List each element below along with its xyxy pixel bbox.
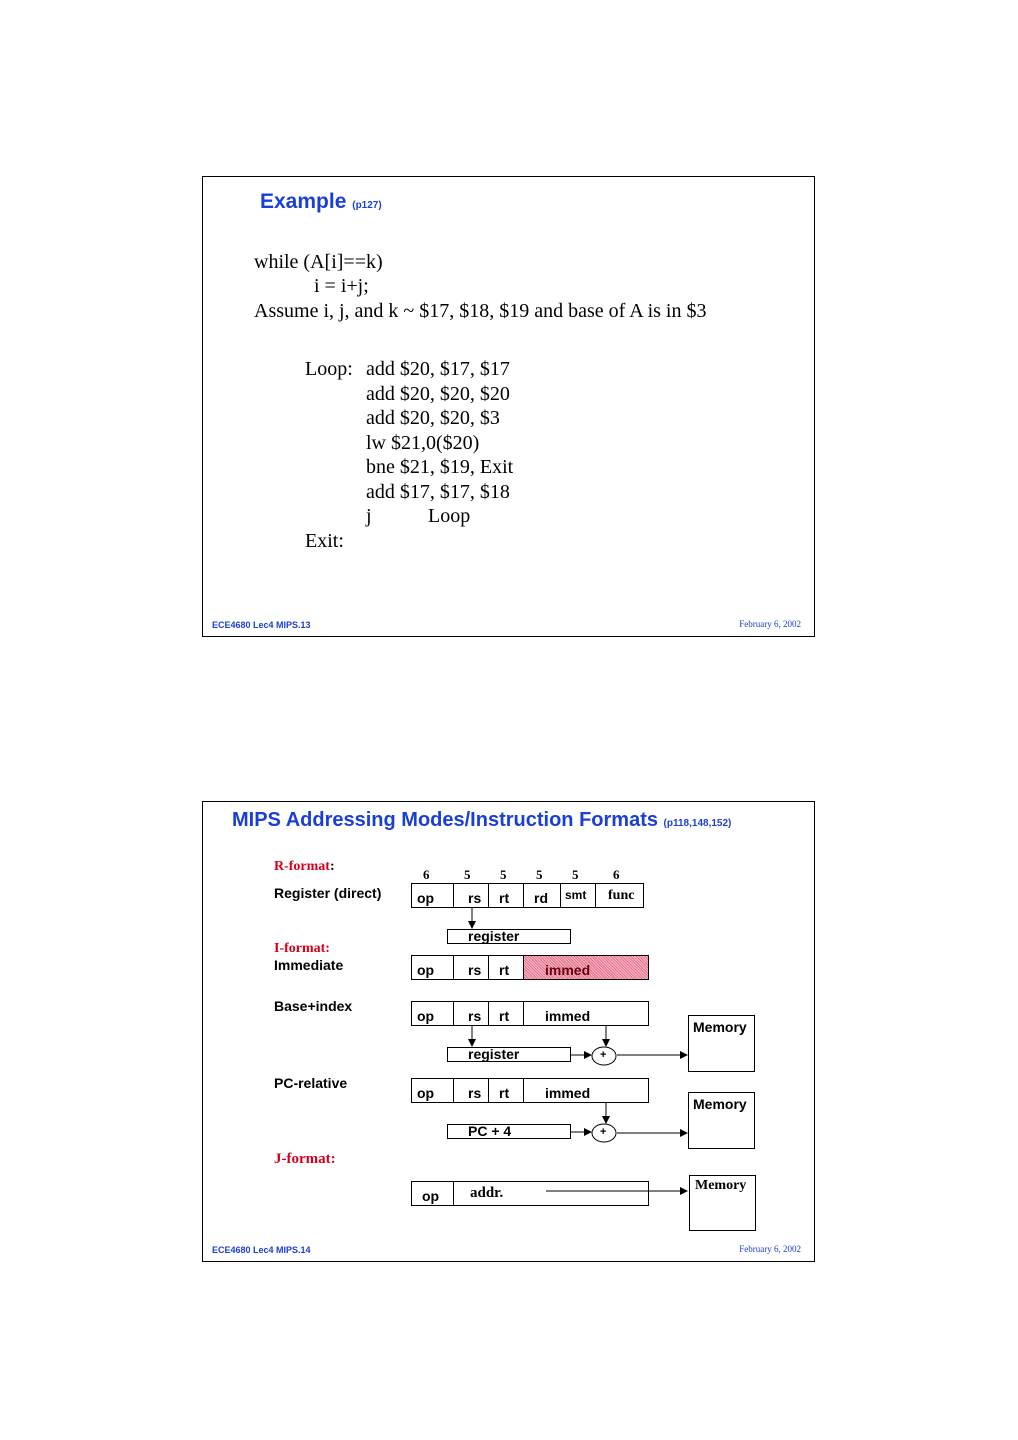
bit-width: 6 [613, 867, 620, 882]
page-ref: (p118,148,152) [663, 818, 732, 829]
field-rt: rt [499, 890, 510, 906]
title-text: Example [260, 190, 347, 213]
asm-jump-target: Loop [428, 505, 471, 527]
asm-line: lw $21,0($20) [366, 432, 480, 454]
field-func: func [608, 888, 635, 903]
field-immed: immed [545, 962, 591, 978]
field-immed: immed [545, 1085, 591, 1101]
pc-relative-label: PC-relative [274, 1075, 348, 1091]
field-op: op [417, 962, 435, 978]
register-label: register [468, 928, 520, 944]
bit-width: 5 [464, 867, 471, 882]
page-ref: (p127) [352, 200, 382, 211]
immediate-label: Immediate [274, 957, 344, 973]
field-rs: rs [468, 890, 482, 906]
memory-label: Memory [693, 1019, 747, 1035]
code-line: while (A[i]==k) [254, 251, 383, 273]
asm-line: add $20, $17, $17 [366, 358, 510, 380]
field-rd: rd [534, 890, 548, 906]
field-rt: rt [499, 962, 510, 978]
footer-left: ECE4680 Lec4 MIPS.14 [212, 1245, 311, 1255]
footer-right: February 6, 2002 [739, 1244, 801, 1254]
field-immed: immed [545, 1008, 591, 1024]
field-op: op [417, 1008, 435, 1024]
asm-line: add $20, $20, $3 [366, 407, 500, 429]
field-addr: addr. [470, 1185, 504, 1201]
memory-box [689, 1175, 756, 1231]
footer-right: February 6, 2002 [739, 619, 801, 629]
field-rt: rt [499, 1008, 510, 1024]
field-rs: rs [468, 1008, 482, 1024]
asm-line: add $17, $17, $18 [366, 481, 510, 503]
code-line: i = i+j; [314, 275, 369, 297]
plus-sign: + [600, 1049, 607, 1061]
bit-width: 5 [572, 867, 579, 882]
j-format-heading: J-format: [274, 1151, 336, 1167]
assumption-text: Assume i, j, and k ~ $17, $18, $19 and base of A is in $3 [254, 300, 707, 322]
bit-width: 6 [423, 867, 430, 882]
field-rs: rs [468, 962, 482, 978]
register-label: register [468, 1046, 520, 1062]
r-format-label: R-format [274, 859, 330, 874]
loop-label: Loop: [305, 358, 353, 380]
asm-line: bne $21, $19, Exit [366, 456, 514, 478]
field-op: op [417, 1085, 435, 1101]
exit-label: Exit: [305, 530, 344, 552]
field-rt: rt [499, 1085, 510, 1101]
footer-left: ECE4680 Lec4 MIPS.13 [212, 620, 311, 630]
memory-label: Memory [695, 1178, 747, 1193]
i-format-heading: I-format: [274, 941, 330, 956]
field-smt: smt [565, 888, 587, 902]
asm-line: add $20, $20, $20 [366, 383, 510, 405]
register-direct-label: Register (direct) [274, 885, 382, 901]
field-rs: rs [468, 1085, 482, 1101]
memory-label: Memory [693, 1096, 747, 1112]
field-op: op [422, 1188, 440, 1204]
field-op: op [417, 890, 435, 906]
title-text: MIPS Addressing Modes/Instruction Formats [232, 809, 658, 831]
pc4-label: PC + 4 [468, 1123, 512, 1139]
bit-width: 5 [500, 867, 507, 882]
asm-jump-op: j [366, 505, 372, 527]
plus-sign: + [600, 1126, 607, 1138]
bit-width: 5 [536, 867, 543, 882]
colon: : [329, 859, 335, 874]
base-index-label: Base+index [274, 998, 353, 1014]
